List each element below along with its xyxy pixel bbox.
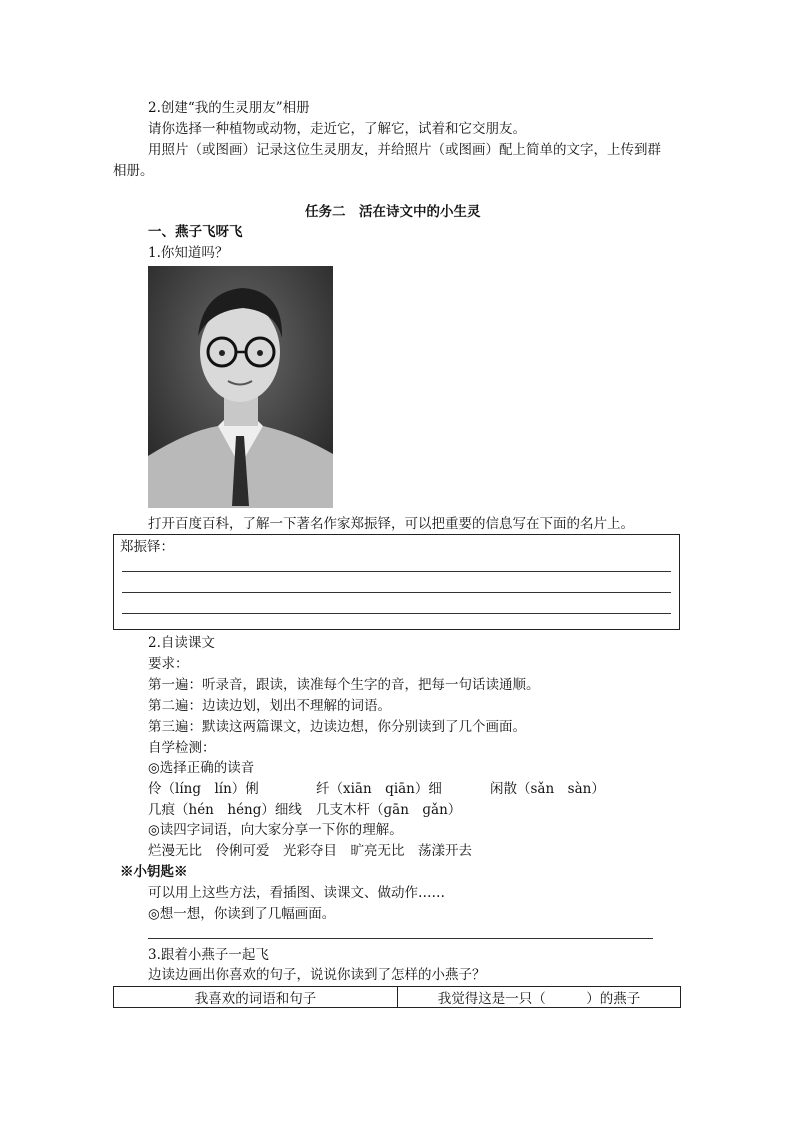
album-heading: 2.创建“我的生灵朋友”相册 xyxy=(148,100,310,116)
swallow-table xyxy=(113,986,681,1008)
pass-2: 第二遍：边读边划，划出不理解的词语。 xyxy=(148,698,391,714)
tip-title: ※小钥匙※ xyxy=(120,864,188,880)
pron-item-3: 闲散（sǎn sàn） xyxy=(490,781,605,797)
self-test-label: 自学检测： xyxy=(148,740,216,756)
instruction-text: 打开百度百科，了解一下著名作家郑振铎，可以把重要的信息写在下面的名片上。 xyxy=(148,516,634,532)
pron-item-1: 伶（líng lín）俐 xyxy=(148,781,259,797)
task2-title: 任务二 活在诗文中的小生灵 xyxy=(305,204,481,220)
author-portrait xyxy=(148,266,333,508)
album-line-1: 请你选择一种植物或动物，走近它，了解它，试着和它交朋友。 xyxy=(148,121,526,137)
fly-heading: 3.跟着小燕子一起飞 xyxy=(148,947,269,963)
pron-item-5: 几支木杆（ɡān ɡǎn） xyxy=(316,802,462,818)
card-line-2 xyxy=(122,592,671,593)
part1-heading: 一、燕子飞呀飞 xyxy=(148,224,243,240)
requirements-label: 要求： xyxy=(148,656,189,672)
idiom-intro: ◎读四字词语，向大家分享一下你的理解。 xyxy=(148,822,403,838)
tip-text: 可以用上这些方法，看插图、读课文、做动作…… xyxy=(148,885,445,901)
card-label: 郑振铎： xyxy=(120,539,174,555)
pass-3: 第三遍：默读这两篇课文，边读边想，你分别读到了几个画面。 xyxy=(148,719,526,735)
reading-heading: 2.自读课文 xyxy=(148,635,215,651)
question-1: 1.你知道吗？ xyxy=(148,245,229,261)
name-card[interactable] xyxy=(113,534,680,630)
card-line-1 xyxy=(122,571,671,572)
pass-1: 第一遍：听录音，跟读，读准每个生字的音，把每一句话读通顺。 xyxy=(148,677,540,693)
table-header-swallow: 我觉得这是一只（ ）的燕子 xyxy=(398,987,681,1008)
table-header-phrases: 我喜欢的词语和句子 xyxy=(114,987,398,1008)
album-line-2b: 相册。 xyxy=(113,163,154,179)
table-row xyxy=(114,987,681,1008)
choose-pronunciation: ◎选择正确的读音 xyxy=(148,760,255,776)
album-line-2a: 用照片（或图画）记录这位生灵朋友，并给照片（或图画）配上简单的文字，上传到群 xyxy=(148,142,661,158)
fly-prompt: 边读边画出你喜欢的句子，说说你读到了怎样的小燕子？ xyxy=(148,967,486,983)
think-prompt: ◎想一想，你读到了几幅画面。 xyxy=(148,906,336,922)
answer-line[interactable] xyxy=(148,938,653,939)
card-line-3 xyxy=(122,613,671,614)
pron-item-4: 几痕（hén héng）细线 xyxy=(148,802,302,818)
idiom-list: 烂漫无比 伶俐可爱 光彩夺目 旷亮无比 荡漾开去 xyxy=(148,843,472,859)
pron-item-2: 纤（xiān qiān）细 xyxy=(316,781,442,797)
